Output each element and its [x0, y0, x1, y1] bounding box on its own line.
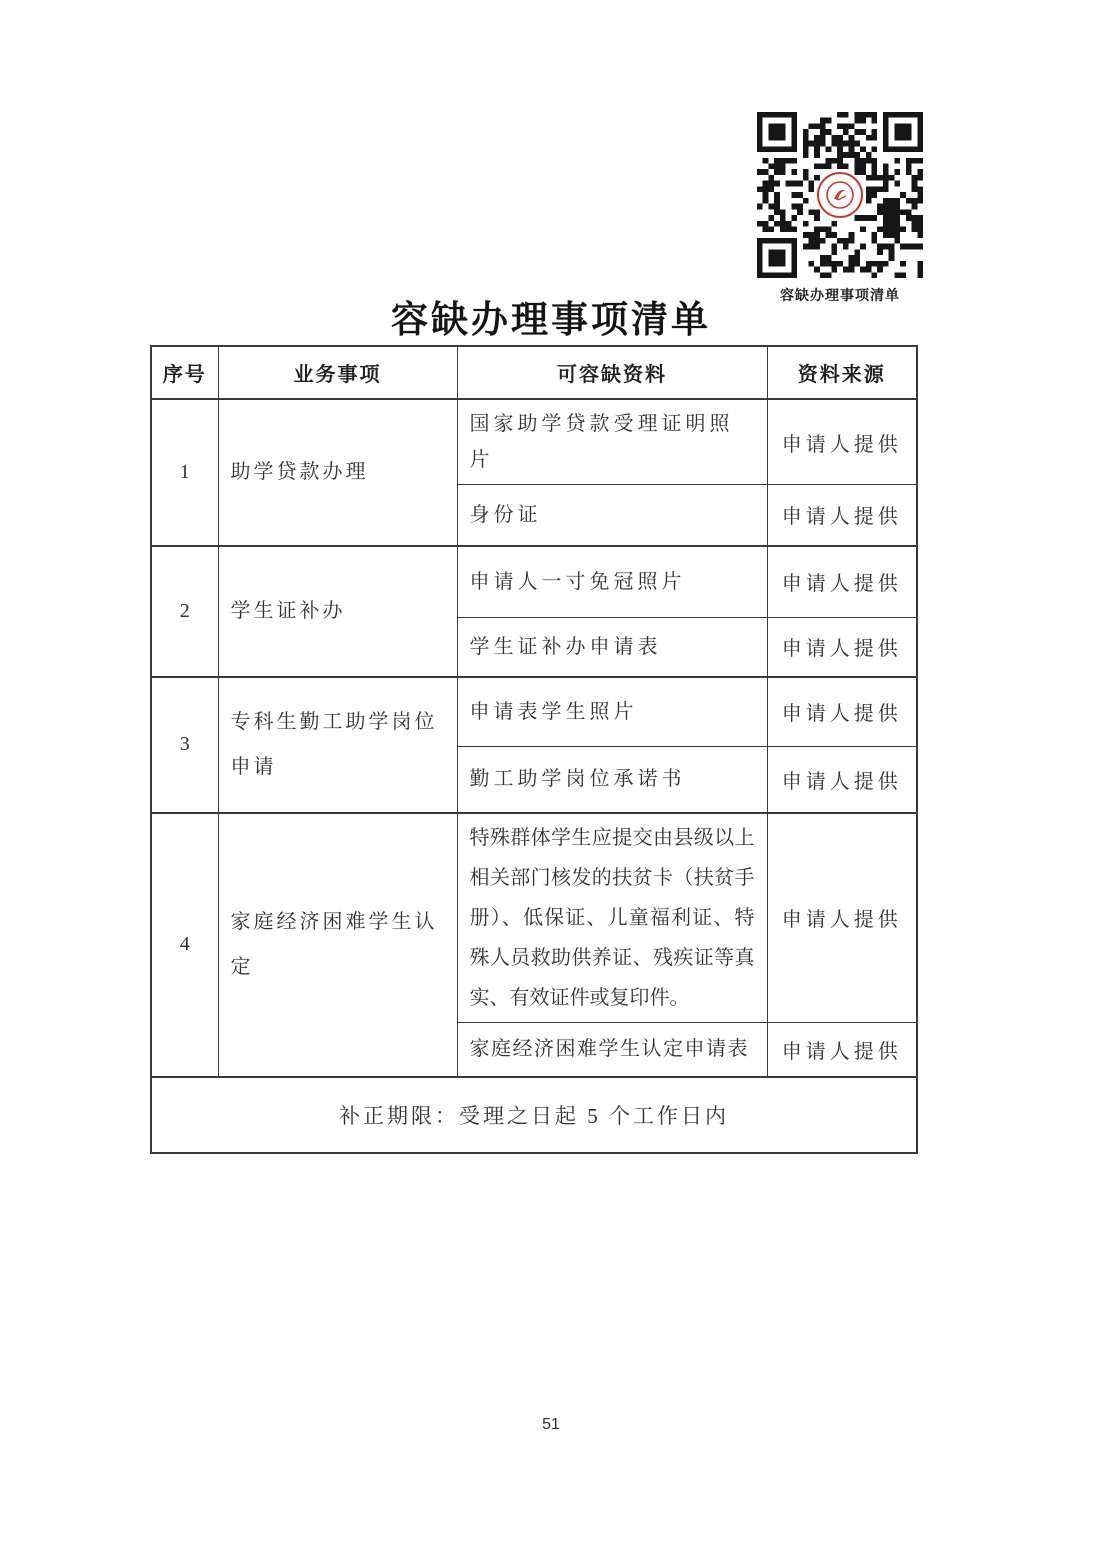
material-name: 身份证 [457, 485, 767, 546]
row-number: 4 [151, 813, 218, 1078]
table-row [151, 677, 917, 747]
col-header-business-item: 业务事项 [218, 346, 457, 399]
material-source: 申请人提供 [767, 485, 917, 546]
material-name: 学生证补办申请表 [457, 618, 767, 677]
material-source: 申请人提供 [767, 747, 917, 813]
page-number: 51 [542, 1416, 560, 1433]
correction-deadline-row [151, 1077, 917, 1153]
material-name: 申请人一寸免冠照片 [457, 546, 767, 618]
material-source: 申请人提供 [767, 618, 917, 677]
business-item: 学生证补办 [218, 546, 457, 677]
material-name: 国家助学贷款受理证明照片 [457, 399, 767, 485]
row-number: 1 [151, 399, 218, 546]
tolerance-items-table [150, 345, 918, 1154]
table-row [151, 813, 917, 1023]
business-item: 专科生勤工助学岗位申请 [218, 677, 457, 813]
col-header-no: 序号 [151, 346, 218, 399]
material-source: 申请人提供 [767, 546, 917, 618]
correction-deadline: 补正期限：受理之日起 5 个工作日内 [151, 1077, 917, 1153]
row-number: 3 [151, 677, 218, 813]
material-source: 申请人提供 [767, 813, 917, 1023]
material-source: 申请人提供 [767, 399, 917, 485]
row-number: 2 [151, 546, 218, 677]
material-source: 申请人提供 [767, 1022, 917, 1077]
material-name: 勤工助学岗位承诺书 [457, 747, 767, 813]
page-title: 容缺办理事项清单 [391, 300, 711, 341]
col-header-source: 资料来源 [767, 346, 917, 399]
business-item: 家庭经济困难学生认定 [218, 813, 457, 1078]
business-item: 助学贷款办理 [218, 399, 457, 546]
material-name: 申请表学生照片 [457, 677, 767, 747]
table-header-row [151, 346, 917, 399]
material-source: 申请人提供 [767, 677, 917, 747]
material-name: 特殊群体学生应提交由县级以上相关部门核发的扶贫卡（扶贫手册）、低保证、儿童福利证、特殊人员救助供养证、残疾证等真实、有效证件或复印件。 [457, 813, 767, 1023]
qr-caption: 容缺办理事项清单 [780, 287, 900, 303]
qr-center-logo [817, 172, 863, 218]
school-emblem-icon [825, 180, 855, 210]
table-row [151, 399, 917, 485]
table-row [151, 546, 917, 618]
col-header-materials: 可容缺资料 [457, 346, 767, 399]
qr-block [757, 112, 923, 305]
material-name: 家庭经济困难学生认定申请表 [457, 1022, 767, 1077]
qr-code [757, 112, 923, 278]
